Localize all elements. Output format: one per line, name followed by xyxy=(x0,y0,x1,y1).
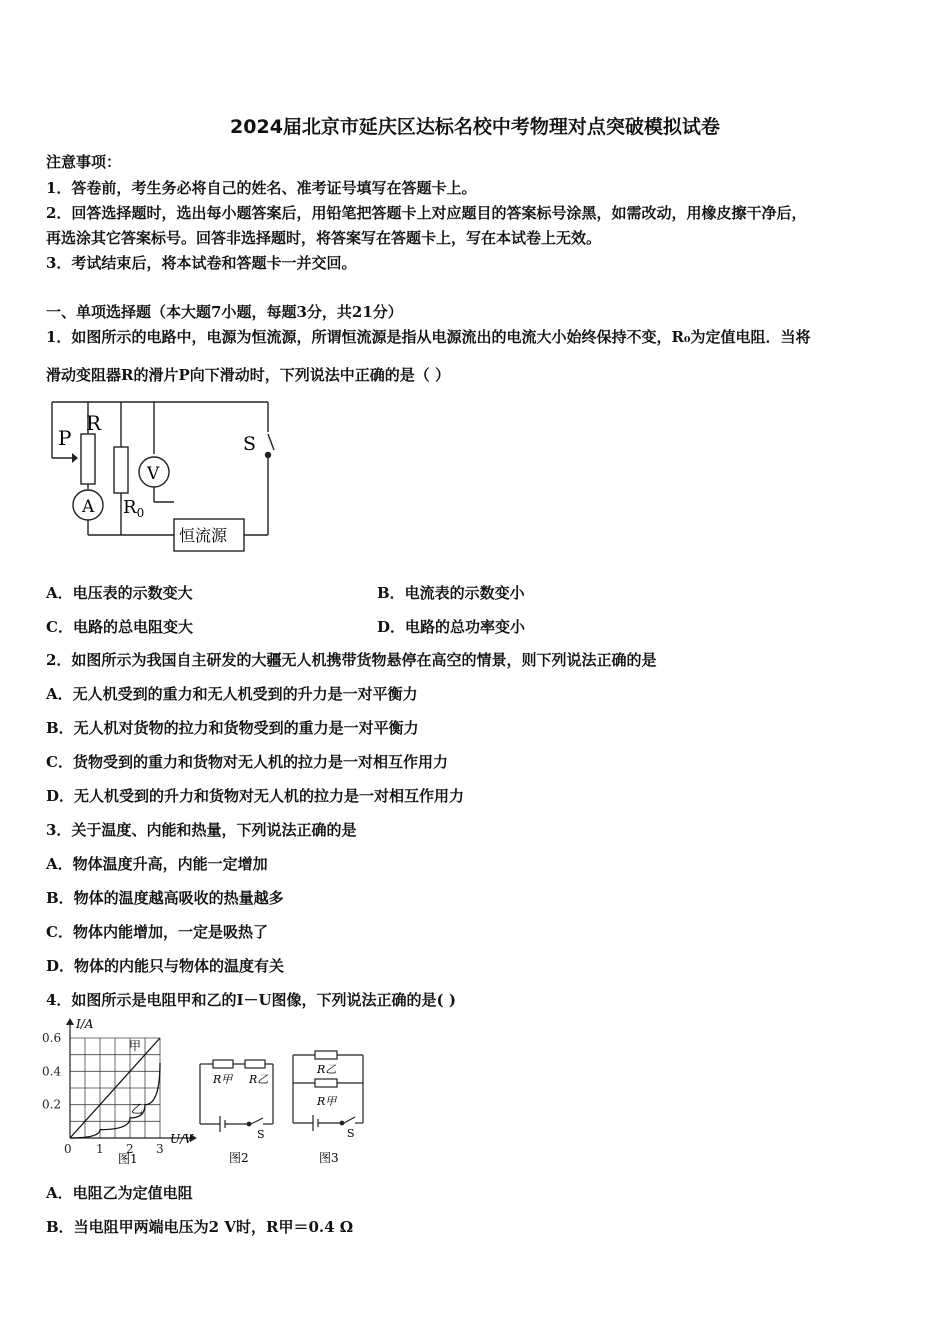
fig3-r1-label: R乙 xyxy=(317,1063,337,1076)
q2-option-d: D．无人机受到的升力和货物对无人机的拉力是一对相互作用力 xyxy=(46,787,465,805)
q3-option-a: A．物体温度升高，内能一定增加 xyxy=(46,855,268,873)
fig3-switch-label: S xyxy=(347,1127,355,1140)
chart-axes xyxy=(66,1018,197,1142)
q3-option-c: C．物体内能增加，一定是吸热了 xyxy=(46,923,268,941)
q4-option-b: B．当电阻甲两端电压为2 V时，R甲＝0.4 Ω xyxy=(46,1218,354,1236)
y-tick-label: 0.2 xyxy=(42,1097,62,1112)
fig2-switch-label: S xyxy=(257,1128,265,1141)
fig2-r1-label: R甲 xyxy=(213,1073,233,1086)
q4-iu-chart xyxy=(40,1015,200,1170)
q1-circuit-figure xyxy=(44,392,279,557)
q1-option-b: B．电流表的示数变小 xyxy=(377,584,525,602)
q1-stem-line2: 滑动变阻器R的滑片P向下滑动时，下列说法中正确的是（ ） xyxy=(46,366,450,384)
x-tick-label: 0 xyxy=(64,1142,72,1156)
fig1-caption: 图1 xyxy=(118,1152,138,1166)
series-label-jia: 甲 xyxy=(129,1039,142,1053)
q4-option-a: A．电阻乙为定值电阻 xyxy=(46,1184,193,1202)
q2-option-b: B．无人机对货物的拉力和货物受到的重力是一对平衡力 xyxy=(46,719,419,737)
notice-item-1: 1．答卷前，考生务必将自己的姓名、准考证号填写在答题卡上。 xyxy=(46,179,477,197)
q4-series-circuit xyxy=(195,1050,280,1165)
q3-stem: 3．关于温度、内能和热量，下列说法正确的是 xyxy=(46,821,357,839)
x-axis-label: U/V xyxy=(170,1132,193,1146)
q2-stem: 2．如图所示为我国自主研发的大疆无人机携带货物悬停在高空的情景，则下列说法正确的是 xyxy=(46,651,657,669)
q2-option-a: A．无人机受到的重力和无人机受到的升力是一对平衡力 xyxy=(46,685,418,703)
fig2-caption: 图2 xyxy=(229,1151,249,1165)
q1-option-d: D．电路的总功率变小 xyxy=(377,618,526,636)
q3-option-d: D．物体的内能只与物体的温度有关 xyxy=(46,957,285,975)
notice-item-3: 3．考试结束后，将本试卷和答题卡一并交回。 xyxy=(46,254,357,272)
q1-option-c: C．电路的总电阻变大 xyxy=(46,618,193,636)
notice-item-2: 2．回答选择题时，选出每小题答案后，用铅笔把答题卡上对应题目的答案标号涂黑，如需改动，用橡皮擦干净后， xyxy=(46,204,807,222)
label-S: S xyxy=(243,433,257,455)
x-tick-label: 2 xyxy=(126,1142,134,1156)
q4-stem: 4．如图所示是电阻甲和乙的I－U图像，下列说法正确的是( ) xyxy=(46,991,456,1009)
y-axis-label: I/A xyxy=(76,1017,94,1031)
label-V: V xyxy=(147,464,160,484)
label-A: A xyxy=(82,497,95,517)
label-current-source: 恒流源 xyxy=(179,526,228,545)
y-tick-label: 0.6 xyxy=(42,1031,62,1045)
page-title: 2024届北京市延庆区达标名校中考物理对点突破模拟试卷 xyxy=(230,116,720,138)
series-label-yi: 乙 xyxy=(131,1102,144,1116)
q1-option-a: A．电压表的示数变大 xyxy=(46,584,193,602)
q1-stem-line1: 1．如图所示的电路中，电源为恒流源，所谓恒流源是指从电源流出的电流大小始终保持不变，R₀为定值电阻．当将 xyxy=(46,328,811,346)
x-tick-label: 3 xyxy=(156,1142,164,1156)
fig3-caption: 图3 xyxy=(319,1151,339,1165)
q3-option-b: B．物体的温度越高吸收的热量越多 xyxy=(46,889,284,907)
label-R: R xyxy=(86,411,102,435)
fig2-r2-label: R乙 xyxy=(249,1073,269,1086)
x-tick-label: 1 xyxy=(96,1142,104,1156)
q4-parallel-circuit xyxy=(285,1045,370,1165)
fig3-r2-label: R甲 xyxy=(317,1095,337,1108)
q2-option-c: C．货物受到的重力和货物对无人机的拉力是一对相互作用力 xyxy=(46,753,448,771)
label-R0: $R_0$ xyxy=(123,497,145,520)
y-tick-label: 0.4 xyxy=(42,1064,62,1079)
label-P: P xyxy=(58,426,72,450)
notice-heading: 注意事项： xyxy=(46,153,122,171)
section-heading: 一、单项选择题（本大题7小题，每题3分，共21分） xyxy=(46,303,403,321)
notice-item-2-cont: 再选涂其它答案标号。回答非选择题时，将答案写在答题卡上，写在本试卷上无效。 xyxy=(46,229,602,247)
